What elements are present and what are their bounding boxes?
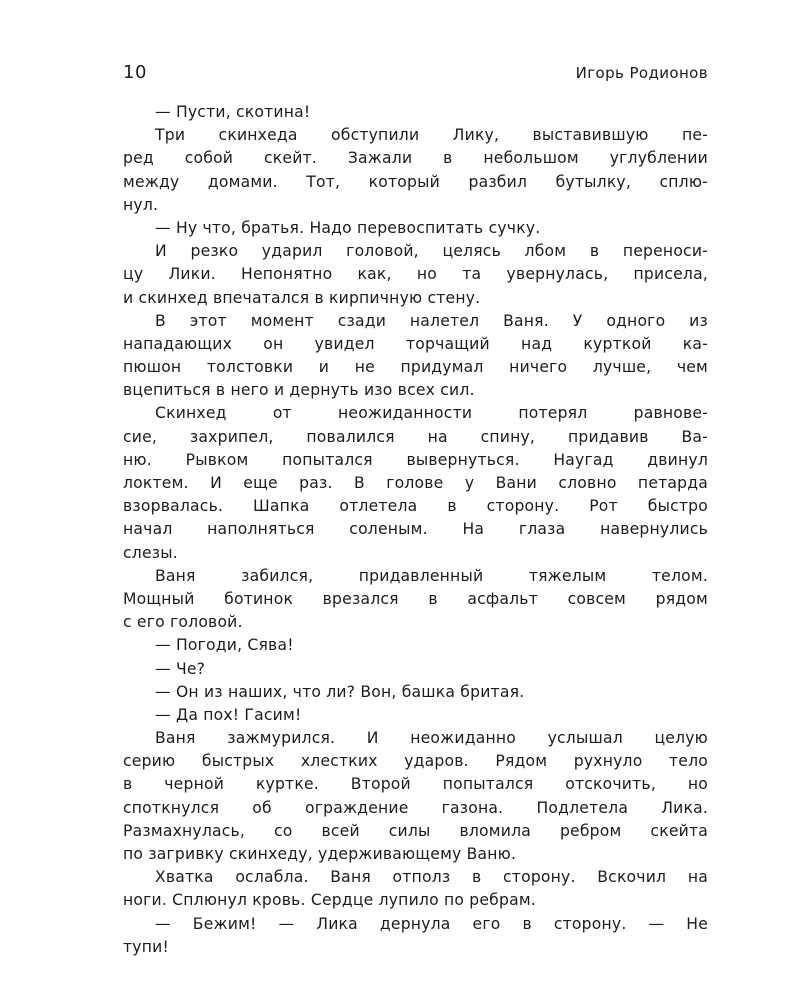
text-line: Скинхед от неожиданности потерял равнове- xyxy=(155,404,708,423)
text-line: ню. Рывком попытался вывернуться. Наугад двинул xyxy=(123,450,708,469)
text-line: по загривку скинхеду, удерживающему Ваню. xyxy=(123,845,517,863)
body-text xyxy=(123,101,708,959)
text-line: сие, захрипел, повалился на спину, придавив Ва- xyxy=(123,427,708,446)
text-line: И резко ударил головой, целясь лбом в переноси- xyxy=(155,242,708,261)
text-line: Размахнулась, со всей силы вломила ребром скейта xyxy=(123,821,708,840)
text-line: в черной куртке. Второй попытался отскочить, но xyxy=(123,775,708,794)
text-line: ред собой скейт. Зажали в небольшом углублении xyxy=(123,149,708,168)
text-line: цу Лики. Непонятно как, но та увернулась, присела, xyxy=(123,265,708,284)
text-line: споткнулся об ограждение газона. Подлетела Лика. xyxy=(123,798,708,817)
text-line: Мощный ботинок врезался в асфальт совсем рядом xyxy=(123,589,708,608)
page-number: 10 xyxy=(123,62,147,83)
text-line: и скинхед впечатался в кирпичную стену. xyxy=(123,288,481,307)
text-line: с его головой. xyxy=(123,613,243,632)
text-line: — Он из наших, что ли? Вон, башка бритая. xyxy=(155,682,525,701)
text-line: тупи! xyxy=(123,937,169,956)
text-line: Ваня зажмурился. И неожиданно услышал целую xyxy=(155,729,708,748)
text-line: нападающих он увидел торчащий над курткой ка- xyxy=(123,334,708,353)
text-line: серию быстрых хлестких ударов. Рядом рухнуло тело xyxy=(123,752,708,771)
text-line: — Че? xyxy=(155,659,206,678)
text-line: — Пусти, скотина! xyxy=(155,103,311,121)
text-line: — Погоди, Сява! xyxy=(155,636,294,655)
text-line: пюшон толстовки и не придумал ничего лучше, чем xyxy=(123,358,708,377)
page-header xyxy=(123,62,708,88)
text-line: — Да пох! Гасим! xyxy=(155,705,302,724)
text-line: слезы. xyxy=(123,543,178,562)
text-line: ноги. Сплюнул кровь. Сердце лупило по ребрам. xyxy=(123,891,536,910)
text-line: — Ну что, братья. Надо перевоспитать сучку. xyxy=(155,218,541,237)
text-line: — Бежим! — Лика дернула его в сторону. — Не xyxy=(155,914,708,933)
text-line: Ваня забился, придавленный тяжелым телом. xyxy=(155,566,708,585)
text-line: начал наполняться соленым. На глаза навернулись xyxy=(123,520,708,539)
text-line: Три скинхеда обступили Лику, выставившую пе- xyxy=(155,126,708,145)
text-line: между домами. Тот, который разбил бутылку, сплю- xyxy=(123,172,708,191)
text-line: нул. xyxy=(123,195,159,214)
text-line: взорвалась. Шапка отлетела в сторону. Рот быстро xyxy=(123,497,708,516)
author-running-head: Игорь Родионов xyxy=(575,64,708,82)
text-line: Хватка ослабла. Ваня отполз в сторону. Вскочил на xyxy=(155,868,708,887)
text-line: В этот момент сзади налетел Ваня. У одного из xyxy=(155,311,708,330)
text-line: локтем. И еще раз. В голове у Вани словно петарда xyxy=(123,474,708,492)
text-line: вцепиться в него и дернуть изо всех сил. xyxy=(123,381,475,400)
